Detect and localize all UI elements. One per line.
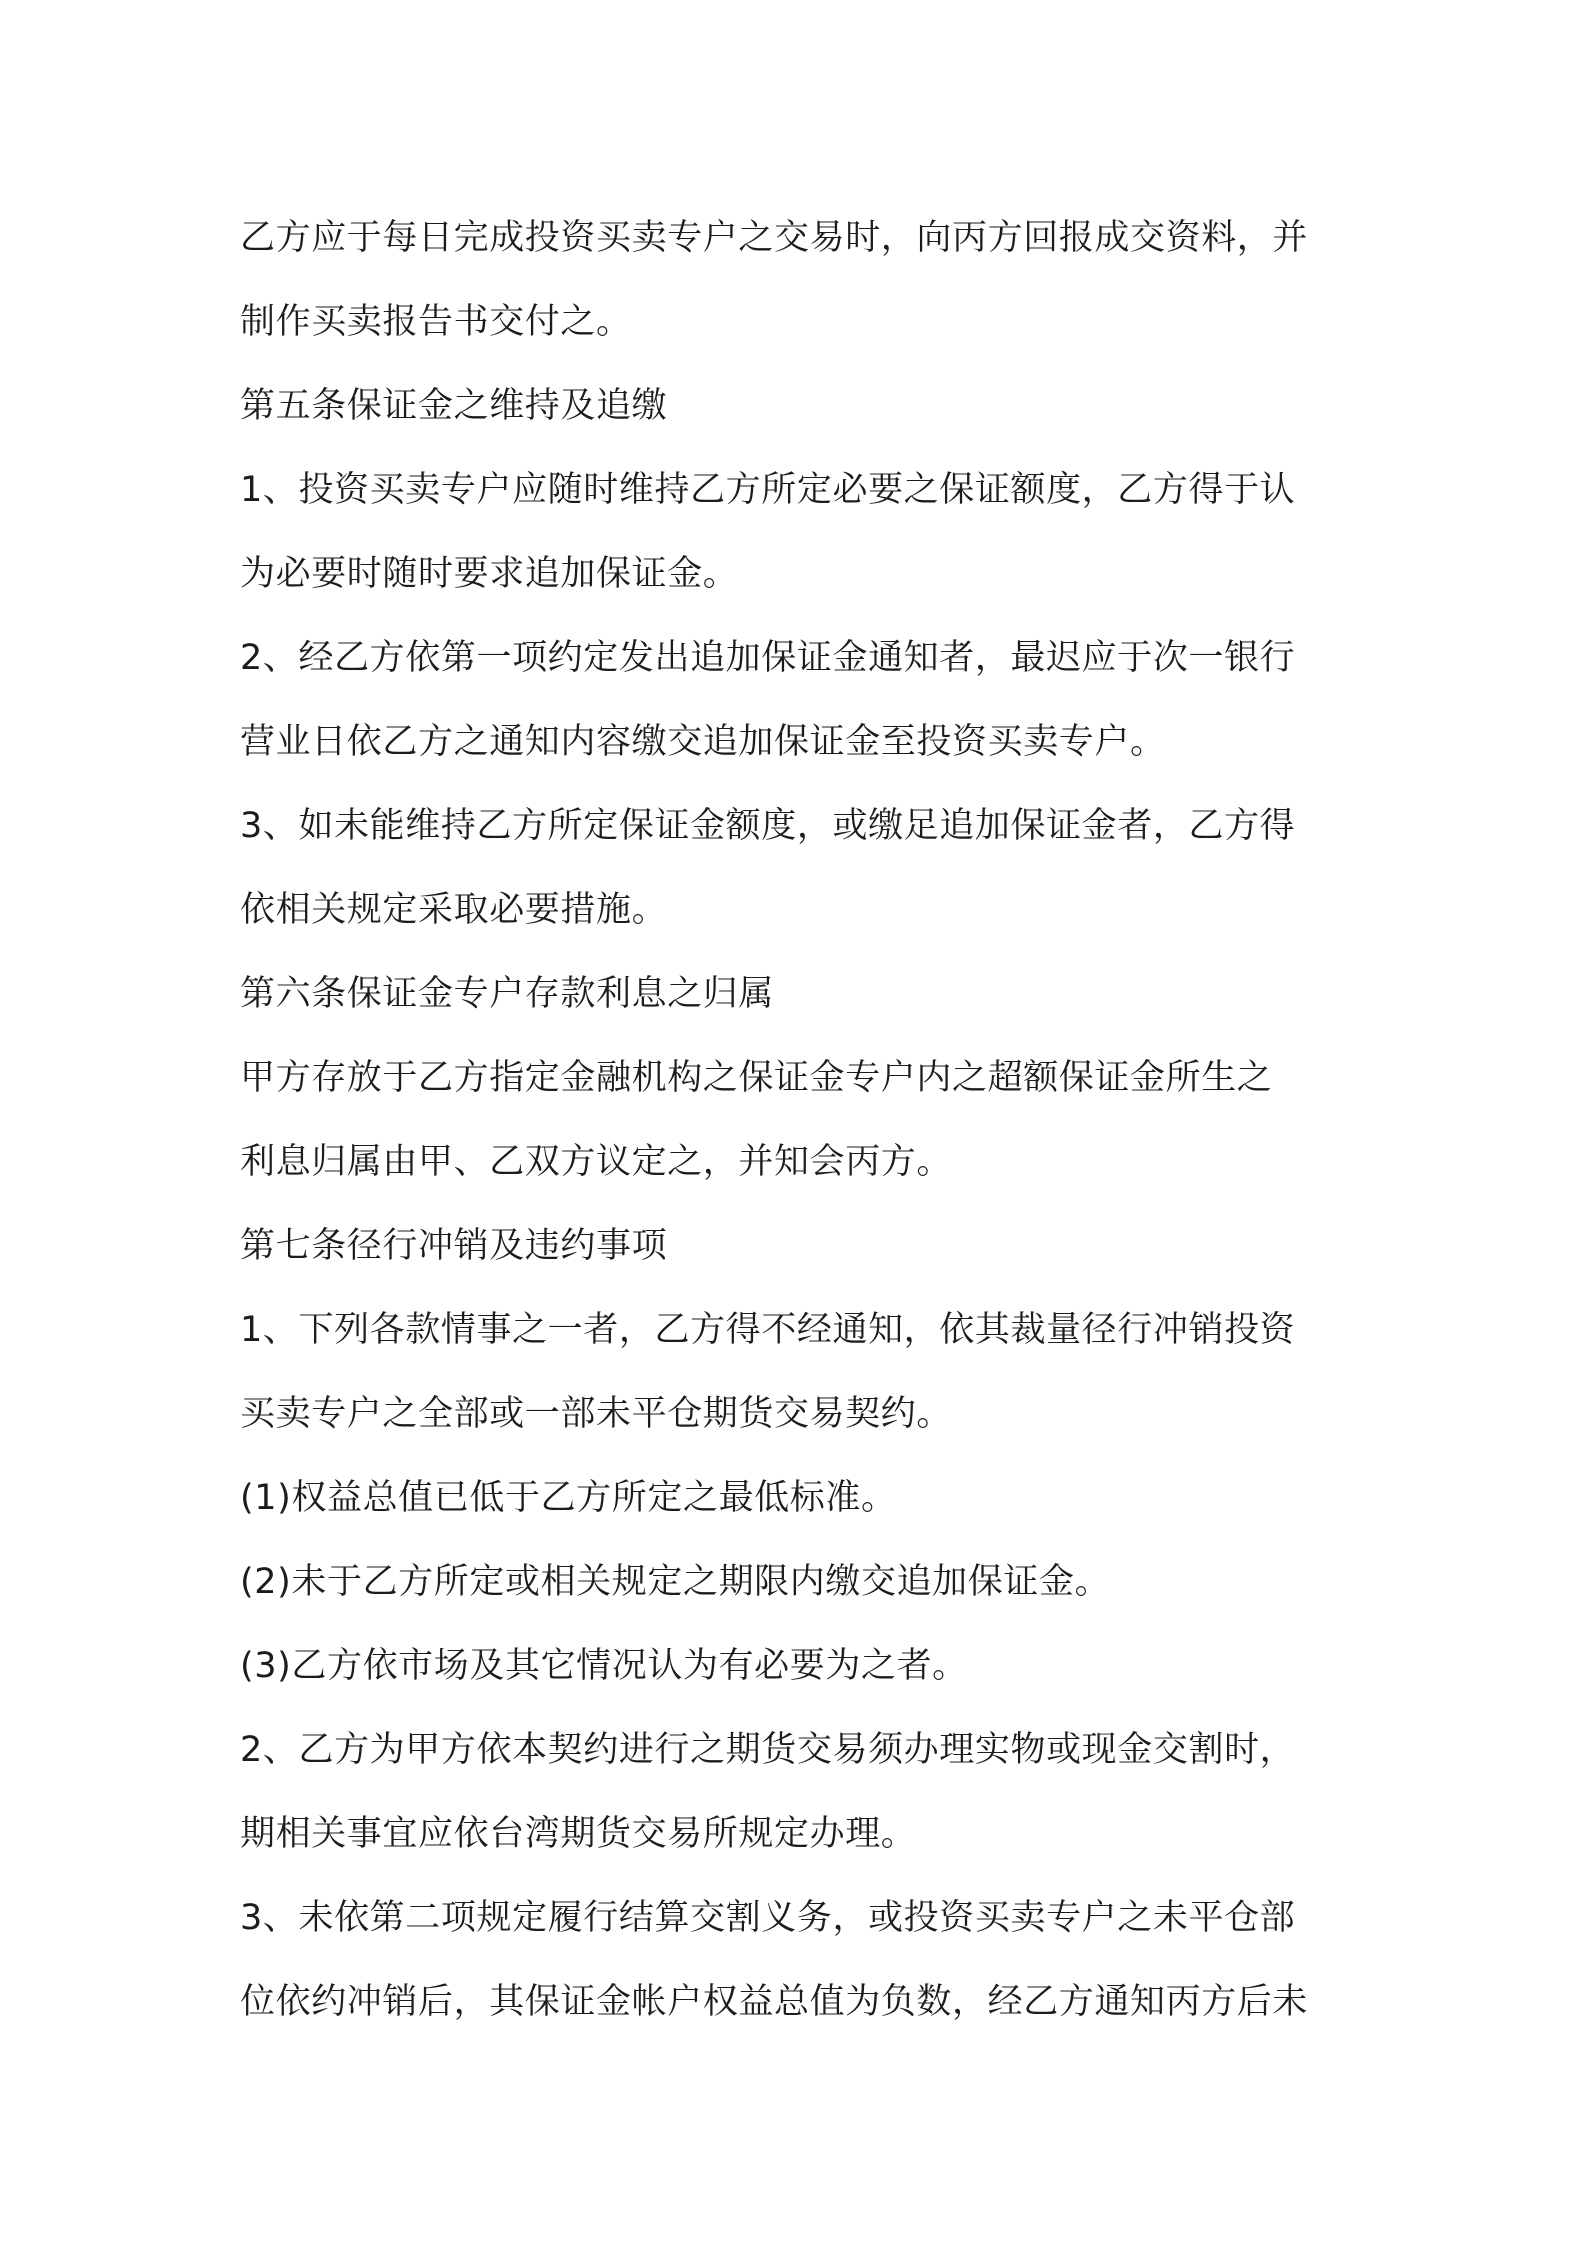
text-line: 2、乙方为甲方依本契约进行之期货交易须办理实物或现金交割时， — [240, 1730, 1296, 1770]
text-line: 3、如未能维持乙方所定保证金额度，或缴足追加保证金者，乙方得 — [240, 806, 1296, 846]
text-line: 依相关规定采取必要措施。 — [240, 890, 668, 930]
text-line: 期相关事宜应依台湾期货交易所规定办理。 — [240, 1814, 917, 1854]
text-line: 1、投资买卖专户应随时维持乙方所定必要之保证额度，乙方得于认 — [240, 470, 1296, 510]
text-line: 甲方存放于乙方指定金融机构之保证金专户内之超额保证金所生之 — [240, 1058, 1273, 1098]
text-line: (3)乙方依市场及其它情况认为有必要为之者。 — [240, 1646, 968, 1686]
text-line: 乙方应于每日完成投资买卖专户之交易时，向丙方回报成交资料，并 — [240, 218, 1309, 258]
text-line: 营业日依乙方之通知内容缴交追加保证金至投资买卖专户。 — [240, 722, 1166, 762]
text-line: (1)权益总值已低于乙方所定之最低标准。 — [240, 1478, 897, 1518]
text-line: 1、下列各款情事之一者，乙方得不经通知，依其裁量径行冲销投资 — [240, 1310, 1296, 1350]
article-heading: 第六条保证金专户存款利息之归属 — [240, 974, 775, 1014]
text-line: 利息归属由甲、乙双方议定之，并知会丙方。 — [240, 1142, 953, 1182]
text-line: 3、未依第二项规定履行结算交割义务，或投资买卖专户之未平仓部 — [240, 1898, 1296, 1938]
text-line: 位依约冲销后，其保证金帐户权益总值为负数，经乙方通知丙方后未 — [240, 1982, 1309, 2022]
text-line: 买卖专户之全部或一部未平仓期货交易契约。 — [240, 1394, 953, 1434]
document-body — [240, 196, 1360, 2044]
text-line: 制作买卖报告书交付之。 — [240, 302, 632, 342]
text-line: 为必要时随时要求追加保证金。 — [240, 554, 739, 594]
text-line: 2、经乙方依第一项约定发出追加保证金通知者，最迟应于次一银行 — [240, 638, 1296, 678]
article-heading: 第七条径行冲销及违约事项 — [240, 1226, 668, 1266]
article-heading: 第五条保证金之维持及追缴 — [240, 386, 668, 426]
text-line: (2)未于乙方所定或相关规定之期限内缴交追加保证金。 — [240, 1562, 1111, 1602]
